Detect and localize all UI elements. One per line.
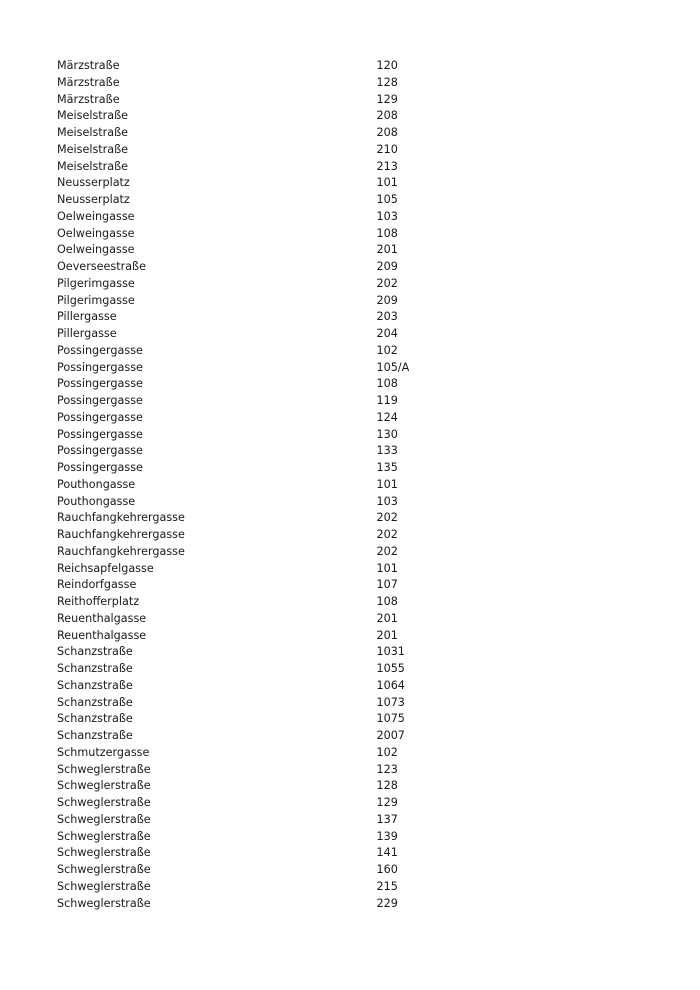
table-row [57, 276, 517, 293]
table-row [57, 611, 517, 628]
table-row [57, 142, 517, 159]
table-row [57, 879, 517, 896]
street-name-cell: Reindorfgasse [57, 578, 137, 592]
street-number-cell: 209 [376, 260, 398, 273]
street-number-cell: 123 [376, 762, 398, 776]
table-row [57, 494, 517, 511]
table-row [57, 561, 517, 578]
table-row [57, 226, 517, 243]
street-number-cell: 129 [376, 92, 398, 106]
street-name-cell: Rauchfangkehrergasse [57, 528, 185, 541]
street-number-cell: 210 [376, 142, 398, 156]
street-number-cell: 213 [376, 159, 398, 173]
street-number-cell: 1064 [376, 678, 405, 692]
table-row [57, 343, 517, 360]
street-number-cell: 1055 [376, 662, 405, 675]
street-name-cell: Neusserplatz [57, 176, 130, 190]
table-row [57, 75, 517, 92]
street-number-cell: 1075 [376, 712, 405, 726]
street-number-cell: 141 [376, 846, 398, 860]
street-name-cell: Schanzstraße [57, 712, 133, 726]
table-row [57, 695, 517, 712]
street-number-cell: 107 [376, 578, 398, 592]
street-name-cell: Meiselstraße [57, 159, 129, 173]
street-number-cell: 103 [376, 494, 398, 508]
table-row [57, 326, 517, 343]
street-name-cell: Schmutzergasse [57, 745, 150, 759]
table-row [57, 393, 517, 410]
table-row [57, 209, 517, 226]
street-number-cell: 128 [376, 779, 398, 793]
street-number-cell: 105 [376, 193, 398, 206]
street-name-cell: Reichsapfelgasse [57, 561, 154, 575]
street-name-cell: Pilgerimgasse [57, 276, 135, 290]
table-row [57, 510, 517, 527]
table-row [57, 242, 517, 259]
street-name-cell: Possingergasse [57, 394, 143, 407]
street-number-cell: 208 [376, 126, 398, 139]
street-name-cell: Pilgerimgasse [57, 293, 135, 307]
table-row [57, 108, 517, 125]
street-number-cell: 201 [376, 243, 398, 257]
street-name-cell: Schweglerstraße [57, 863, 151, 876]
street-number-cell: 108 [376, 226, 398, 240]
street-name-cell: Schanzstraße [57, 729, 133, 742]
street-number-cell: 130 [376, 427, 398, 441]
street-number-cell: 119 [376, 394, 398, 407]
street-number-cell: 133 [376, 444, 398, 458]
street-name-cell: Schanzstraße [57, 678, 133, 692]
street-name-cell: Possingergasse [57, 461, 143, 474]
street-number-cell: 105/A [376, 360, 410, 374]
street-number-cell: 2007 [376, 729, 405, 742]
table-row [57, 711, 517, 728]
street-name-cell: Oeverseestraße [57, 260, 146, 273]
table-row [57, 644, 517, 661]
street-name-cell: Oelweingasse [57, 209, 135, 223]
table-row [57, 192, 517, 209]
street-name-cell: Rauchfangkehrergasse [57, 544, 185, 558]
table-row [57, 728, 517, 745]
table-row [57, 661, 517, 678]
street-name-cell: Schweglerstraße [57, 896, 151, 910]
street-name-cell: Rauchfangkehrergasse [57, 511, 185, 525]
table-row [57, 678, 517, 695]
street-name-cell: Possingergasse [57, 360, 143, 374]
street-name-cell: Meiselstraße [57, 142, 129, 156]
street-name-cell: Schanzstraße [57, 645, 133, 659]
street-number-cell: 103 [376, 209, 398, 223]
street-name-cell: Schweglerstraße [57, 762, 151, 776]
street-name-cell: Schanzstraße [57, 662, 133, 675]
street-number-cell: 124 [376, 410, 398, 424]
table-row [57, 812, 517, 829]
street-number-cell: 1031 [376, 645, 405, 659]
street-name-cell: Märzstraße [57, 75, 120, 89]
street-number-cell: 101 [376, 176, 398, 190]
street-number-cell: 128 [376, 75, 398, 89]
street-name-cell: Schanzstraße [57, 695, 133, 709]
street-number-cell: 108 [376, 377, 398, 391]
street-name-cell: Neusserplatz [57, 193, 130, 206]
street-number-cell: 208 [376, 109, 398, 123]
table-row [57, 427, 517, 444]
street-name-cell: Schweglerstraße [57, 779, 151, 793]
street-name-cell: Possingergasse [57, 444, 143, 458]
street-name-cell: Oelweingasse [57, 226, 135, 240]
street-number-cell: 215 [376, 879, 398, 893]
street-name-cell: Schweglerstraße [57, 796, 151, 809]
street-number-cell: 139 [376, 829, 398, 843]
street-name-cell: Reithofferplatz [57, 595, 140, 608]
table-row [57, 896, 517, 913]
street-number-cell: 129 [376, 796, 398, 809]
street-number-cell: 202 [376, 528, 398, 541]
street-address-table-body [57, 58, 517, 912]
table-row [57, 175, 517, 192]
street-name-cell: Schweglerstraße [57, 829, 151, 843]
street-number-cell: 101 [376, 477, 398, 491]
street-number-cell: 160 [376, 863, 398, 876]
table-row [57, 293, 517, 310]
table-row [57, 259, 517, 276]
table-row [57, 410, 517, 427]
table-row [57, 527, 517, 544]
table-row [57, 845, 517, 862]
street-number-cell: 137 [376, 812, 398, 826]
street-name-cell: Oelweingasse [57, 243, 135, 257]
street-number-cell: 102 [376, 343, 398, 357]
street-number-cell: 120 [376, 59, 398, 72]
table-row [57, 594, 517, 611]
street-name-cell: Pillergasse [57, 310, 117, 324]
street-number-cell: 202 [376, 544, 398, 558]
table-row [57, 443, 517, 460]
street-number-cell: 135 [376, 461, 398, 474]
street-name-cell: Reuenthalgasse [57, 611, 147, 625]
street-address-table [57, 58, 517, 912]
table-row [57, 376, 517, 393]
table-row [57, 577, 517, 594]
street-name-cell: Märzstraße [57, 59, 120, 72]
table-row [57, 159, 517, 176]
table-row [57, 778, 517, 795]
table-row [57, 544, 517, 561]
street-number-cell: 1073 [376, 695, 405, 709]
street-name-cell: Possingergasse [57, 343, 143, 357]
street-number-cell: 203 [376, 310, 398, 324]
table-row [57, 477, 517, 494]
table-row [57, 762, 517, 779]
street-name-cell: Meiselstraße [57, 126, 129, 139]
street-number-cell: 209 [376, 293, 398, 307]
street-name-cell: Pillergasse [57, 327, 117, 340]
street-name-cell: Schweglerstraße [57, 812, 151, 826]
street-name-cell: Schweglerstraße [57, 846, 151, 860]
street-number-cell: 202 [376, 511, 398, 525]
table-row [57, 92, 517, 109]
table-row [57, 309, 517, 326]
street-name-cell: Märzstraße [57, 92, 120, 106]
table-row [57, 125, 517, 142]
street-name-cell: Possingergasse [57, 410, 143, 424]
street-number-cell: 101 [376, 561, 398, 575]
table-row [57, 460, 517, 477]
table-row [57, 360, 517, 377]
table-row [57, 745, 517, 762]
street-name-cell: Possingergasse [57, 377, 143, 391]
street-number-cell: 108 [376, 595, 398, 608]
street-number-cell: 202 [376, 276, 398, 290]
table-row [57, 58, 517, 75]
table-row [57, 795, 517, 812]
street-name-cell: Pouthongasse [57, 494, 136, 508]
street-name-cell: Pouthongasse [57, 477, 136, 491]
street-number-cell: 229 [376, 896, 398, 910]
street-number-cell: 201 [376, 628, 398, 642]
street-number-cell: 204 [376, 327, 398, 340]
table-row [57, 628, 517, 645]
street-name-cell: Schweglerstraße [57, 879, 151, 893]
street-name-cell: Meiselstraße [57, 109, 129, 123]
table-row [57, 862, 517, 879]
street-number-cell: 102 [376, 745, 398, 759]
street-number-cell: 201 [376, 611, 398, 625]
table-row [57, 829, 517, 846]
street-name-cell: Reuenthalgasse [57, 628, 147, 642]
street-name-cell: Possingergasse [57, 427, 143, 441]
